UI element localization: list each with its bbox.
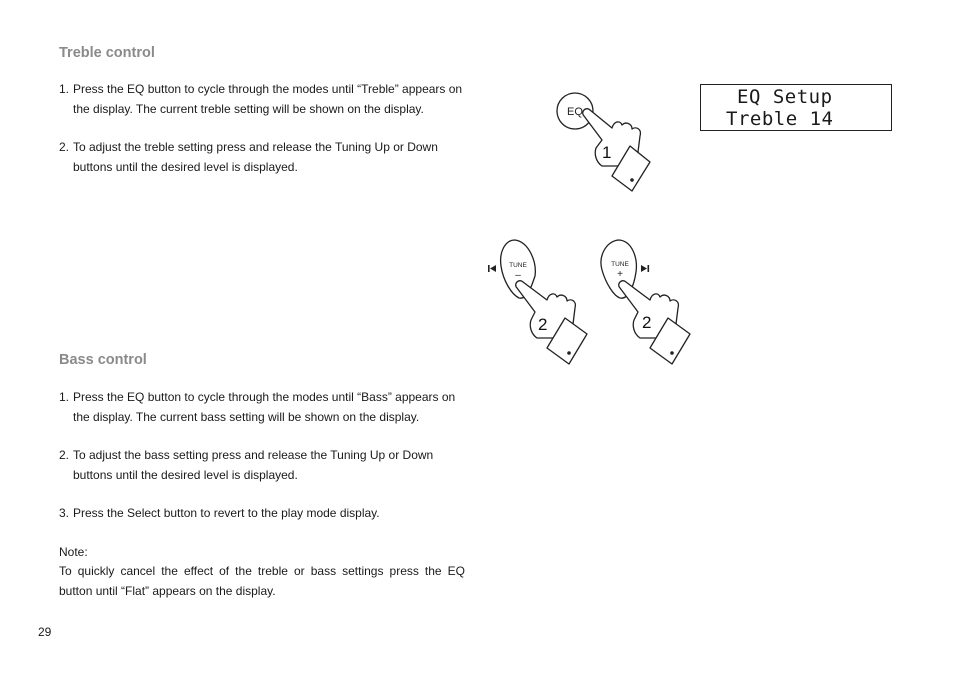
- treble-heading: Treble control: [59, 45, 155, 61]
- skip-next-icon: [641, 265, 649, 272]
- hand-pointer-icon: [516, 281, 587, 364]
- treble-step-1: 1. Press the EQ button to cycle through the modes until “Treble” appears on the display. The current treble setting will be shown on the display.: [59, 82, 463, 116]
- tune-plus-sign: +: [617, 269, 623, 280]
- lcd-line-1: EQ Setup: [737, 86, 833, 108]
- hand-pointer-icon: [619, 281, 690, 364]
- bass-heading: Bass control: [59, 352, 147, 368]
- bass-step-2: 2. To adjust the bass setting press and release the Tuning Up or Down buttons until the desired level is displayed.: [59, 448, 434, 482]
- lcd-display: [700, 84, 892, 131]
- tune-minus-sign: –: [515, 270, 521, 281]
- tune-up-press-illustration: [598, 238, 708, 366]
- note-text: To quickly cancel the effect of the treble or bass settings press the EQ button until “Flat” appears on the display.: [59, 564, 465, 598]
- eq-press-illustration: [550, 88, 660, 193]
- step-2-number-left: 2: [538, 315, 548, 334]
- page-number: 29: [38, 625, 52, 639]
- treble-step-2: 2. To adjust the treble setting press and release the Tuning Up or Down buttons until the desired level is displayed.: [59, 140, 438, 174]
- note-label: Note:: [59, 545, 88, 559]
- step-1-number: 1: [602, 143, 612, 162]
- lcd-line-2: Treble 14: [726, 108, 834, 130]
- tune-down-press-illustration: [485, 238, 595, 366]
- bass-step-1: 1. Press the EQ button to cycle through the modes until “Bass” appears on the display. The current bass setting will be shown on the display.: [59, 390, 456, 424]
- skip-previous-icon: [488, 265, 496, 272]
- tune-up-label: TUNE: [611, 261, 629, 268]
- hand-pointer-icon: [583, 109, 650, 191]
- tune-down-label: TUNE: [509, 262, 527, 269]
- eq-button-label: EQ: [567, 106, 583, 118]
- step-2-number-right: 2: [642, 313, 652, 332]
- bass-step-3: 3. Press the Select button to revert to the play mode display.: [59, 506, 380, 520]
